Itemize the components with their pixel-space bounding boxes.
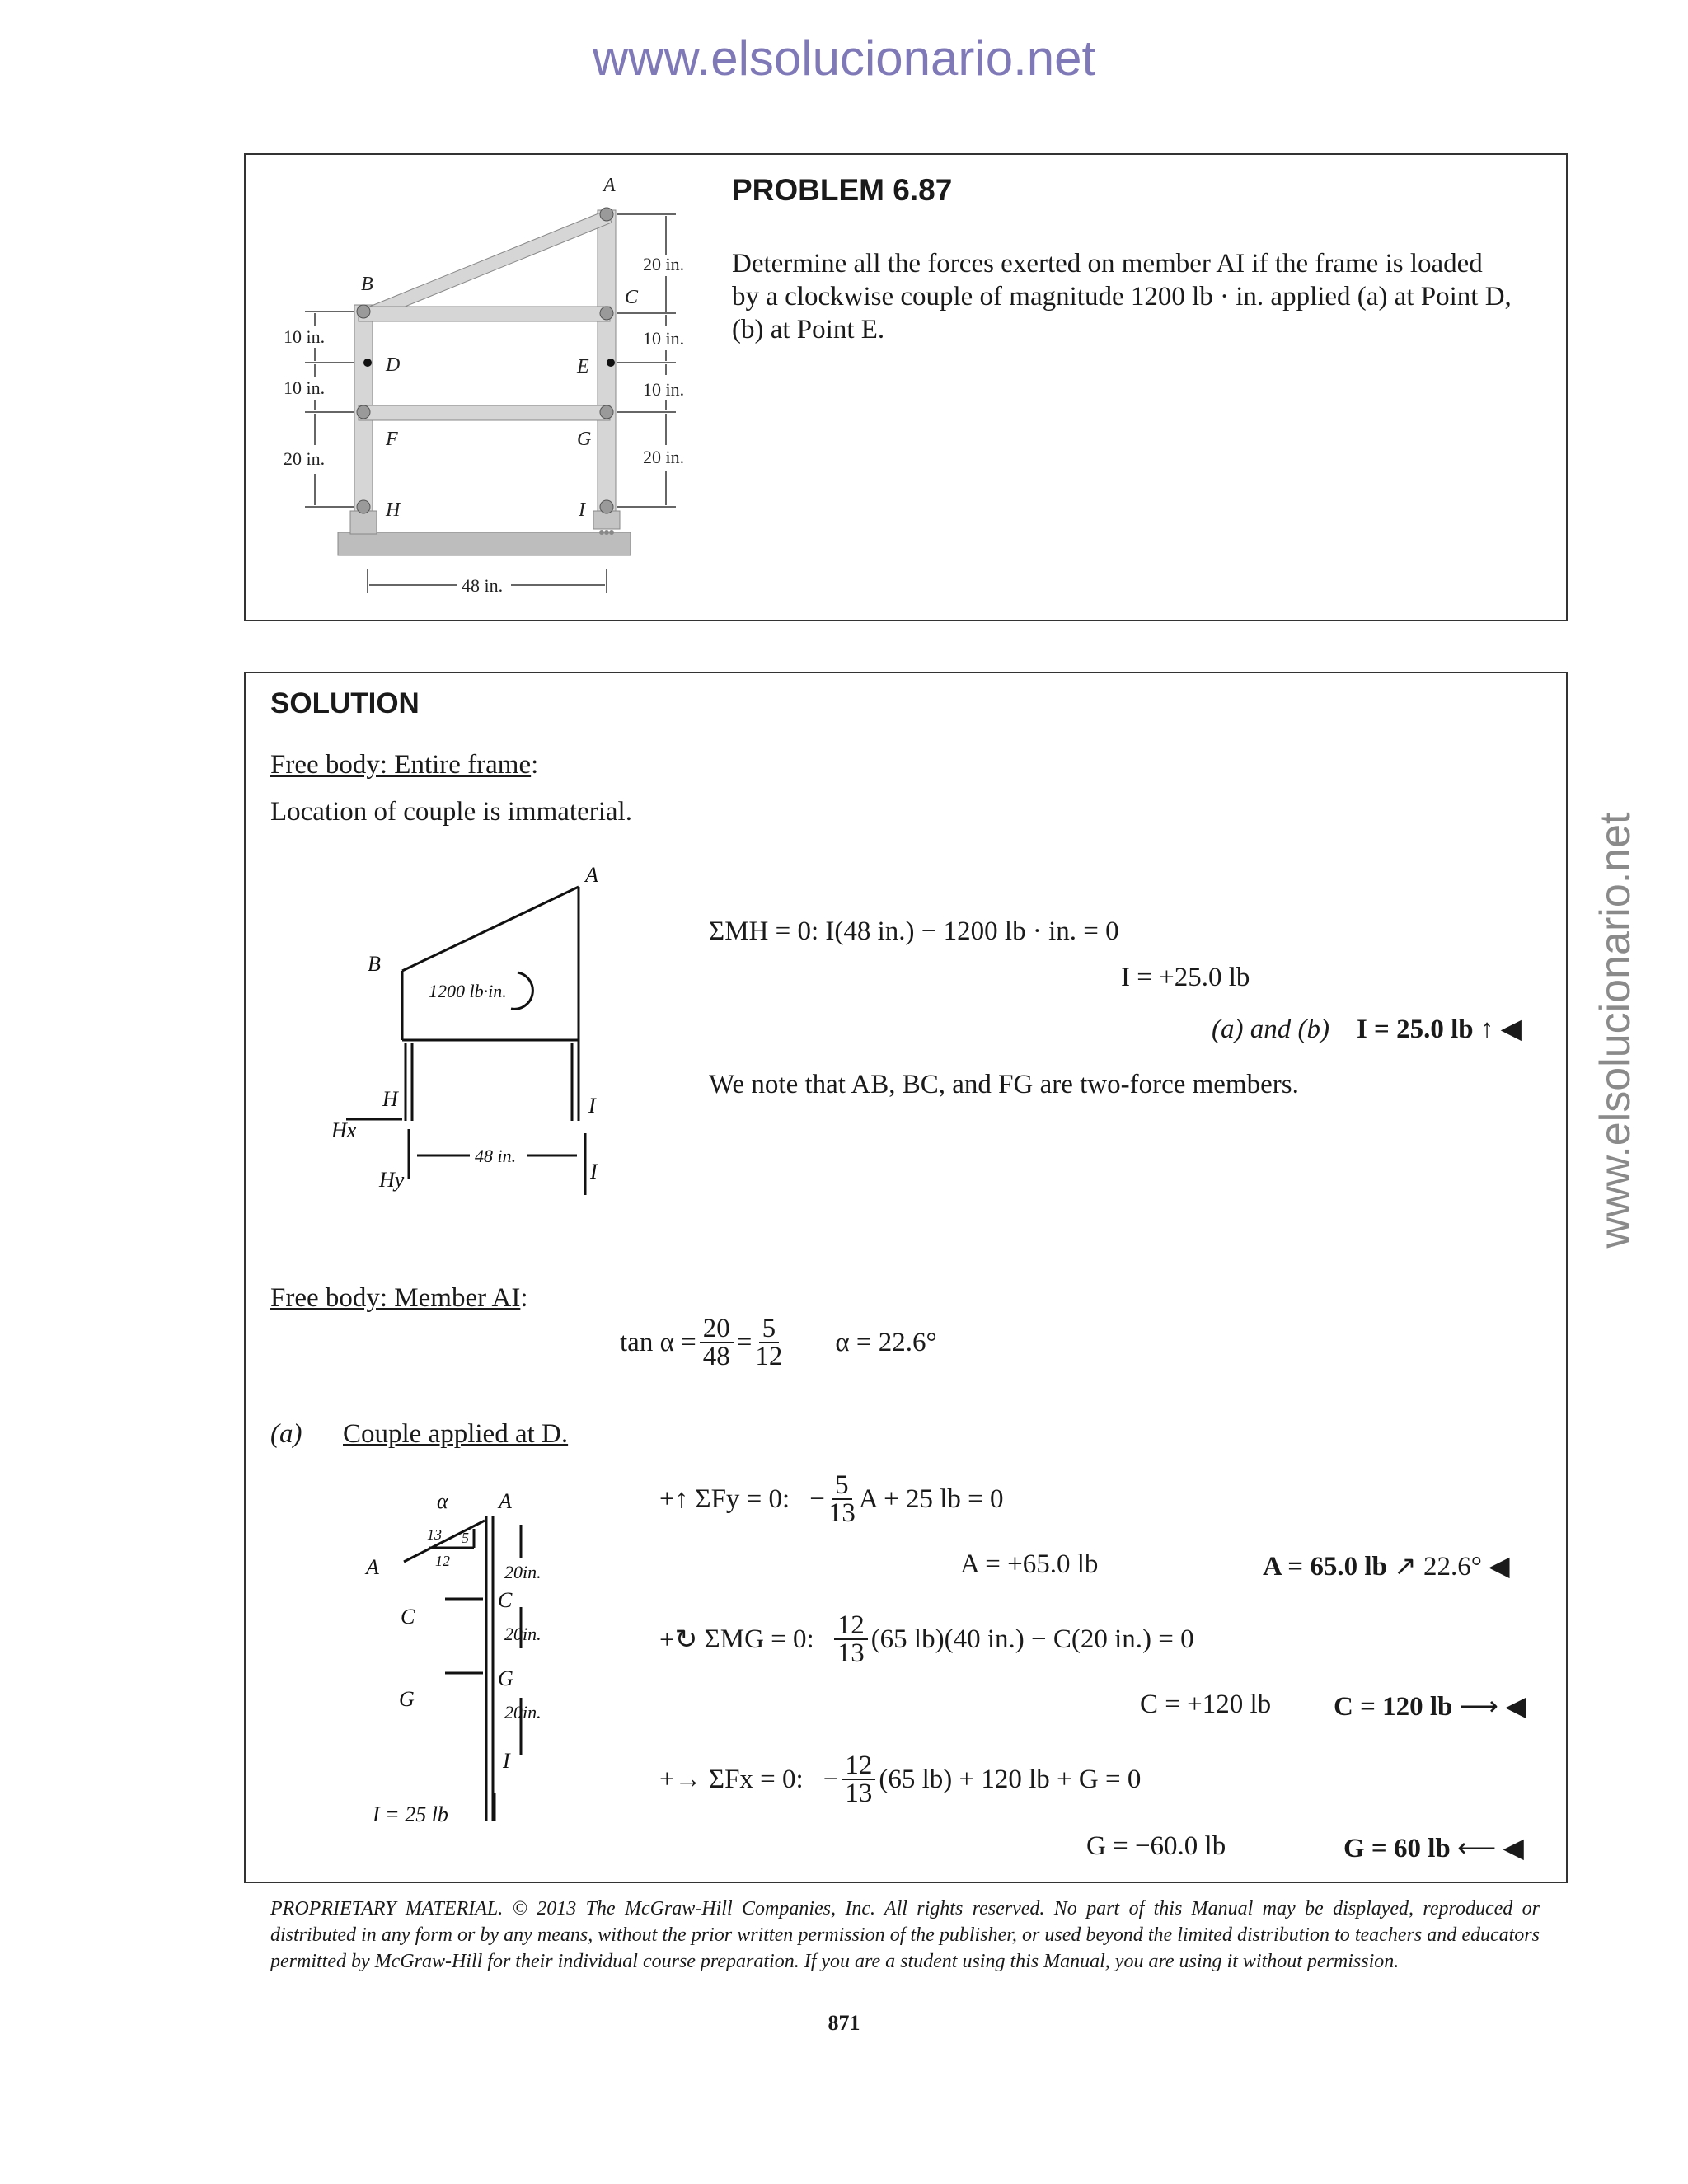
part-a-label: (a): [270, 1419, 302, 1449]
label-E: E: [577, 356, 589, 377]
label-D: D: [386, 354, 401, 376]
dim-left-3: 20 in.: [284, 448, 326, 469]
page-number: 871: [828, 2011, 860, 2035]
fbd-member-AI: [330, 1483, 626, 1846]
sk2-12: 12: [435, 1553, 450, 1569]
watermark-top: www.elsolucionario.net: [592, 30, 1096, 86]
sk2-C: C: [401, 1605, 415, 1629]
sk1-label-I: I: [588, 1094, 596, 1118]
result-C: C = +120 lb: [1140, 1690, 1272, 1719]
watermark-side: www.elsolucionario.net: [1592, 812, 1639, 1249]
dim-base: 48 in.: [462, 575, 504, 596]
label-B: B: [361, 274, 373, 295]
frame-figure: [272, 173, 717, 610]
sk2-d3: 20in.: [504, 1702, 542, 1722]
solution-title: SOLUTION: [270, 687, 420, 719]
sk2-alpha: α: [437, 1489, 448, 1513]
eq-sum-fx: +→ ΣFx = 0: − $\frac{12}{13}$ (65 lb) + 120 lb + G = 0: [659, 1750, 1142, 1808]
problem-text-3: (b) at Point E.: [732, 315, 885, 344]
label-C: C: [625, 287, 639, 308]
sk2-C-pin: C: [498, 1588, 513, 1612]
dim-right-4: 20 in.: [643, 447, 685, 467]
problem-text-1: Determine all the forces exerted on member AI if the frame is loaded: [732, 249, 1483, 279]
sk2-G: G: [399, 1687, 415, 1711]
dim-right-2: 10 in.: [643, 328, 685, 349]
sk2-A-top: A: [499, 1489, 512, 1513]
sk2-5: 5: [462, 1530, 469, 1546]
sk1-Hy: Hy: [379, 1168, 405, 1192]
sk2-I: I: [503, 1749, 510, 1773]
label-A: A: [603, 175, 616, 196]
part-a-title: Couple applied at D.: [343, 1419, 569, 1449]
result-A: A = +65.0 lb: [960, 1549, 1099, 1579]
answer-I: (a) and (b) I = 25.0 lb ↑ ◀: [1212, 1015, 1522, 1044]
fb-entire-heading: Free body: Entire frame:: [270, 750, 539, 780]
sk1-label-H: H: [382, 1087, 398, 1111]
fb-member-heading: Free body: Member AI:: [270, 1283, 528, 1313]
result-I: I = +25.0 lb: [1121, 963, 1250, 992]
eq-sum-fy: +↑ ΣFy = 0: − $\frac{5}{13}$ A + 25 lb = 0: [659, 1470, 1004, 1528]
label-I: I: [579, 499, 585, 521]
dim-left-2: 10 in.: [284, 377, 326, 398]
label-H: H: [386, 499, 401, 521]
sk1-I-force: I: [590, 1160, 598, 1183]
sk1-label-B: B: [368, 952, 381, 976]
sk2-I-val: I = 25 lb: [373, 1802, 448, 1826]
dim-left-1: 10 in.: [284, 326, 326, 347]
answer-A: A = 65.0 lb ↗ 22.6° ◀: [1263, 1552, 1510, 1582]
tan-equation: tan α = $\frac{20}{48}$ = $\frac{5}{12}$ α = 22.6°: [620, 1314, 937, 1371]
sk1-couple: 1200 lb·in.: [429, 981, 507, 1001]
sk1-Hx: Hx: [331, 1118, 357, 1142]
label-F: F: [386, 429, 398, 450]
sk2-13: 13: [427, 1526, 442, 1543]
result-G: G = −60.0 lb: [1086, 1831, 1226, 1861]
dim-right-3: 10 in.: [643, 379, 685, 400]
two-force-note: We note that AB, BC, and FG are two-force members.: [709, 1070, 1299, 1099]
eq-moment-H: ΣMH = 0: I(48 in.) − 1200 lb · in. = 0: [709, 916, 1119, 946]
label-G: G: [577, 429, 592, 450]
footer-copyright: PROPRIETARY MATERIAL. © 2013 The McGraw-Hill Companies, Inc. All rights reserved. No part of this Manual may be displayed, reproduced or distributed in any form or by any means, without the prior written permission of the publisher, or used beyond the limited distribution to teachers and educators permitted by McGraw-Hill for their individual course preparation. If you are a student using this Manual, you are using it without permission.: [270, 1898, 1540, 1972]
answer-G: G = 60 lb ⟵ ◀: [1343, 1834, 1524, 1863]
immaterial-note: Location of couple is immaterial.: [270, 797, 632, 827]
sk2-A-force: A: [366, 1555, 379, 1579]
sk2-d1: 20in.: [504, 1562, 542, 1582]
sk1-dim: 48 in.: [475, 1146, 517, 1166]
sk2-G-pin: G: [498, 1666, 513, 1690]
fbd-entire-frame: [313, 849, 643, 1220]
problem-title: PROBLEM 6.87: [732, 173, 953, 207]
sk1-label-A: A: [585, 863, 598, 887]
problem-text-2: by a clockwise couple of magnitude 1200 lb · in. applied (a) at Point D,: [732, 282, 1512, 312]
sk2-d2: 20in.: [504, 1624, 542, 1644]
eq-moment-G: +↻ ΣMG = 0: $\frac{12}{13}$ (65 lb)(40 in.) − C(20 in.) = 0: [659, 1610, 1194, 1668]
answer-C: C = 120 lb ⟶ ◀: [1334, 1692, 1526, 1722]
dim-right-1: 20 in.: [643, 254, 685, 274]
